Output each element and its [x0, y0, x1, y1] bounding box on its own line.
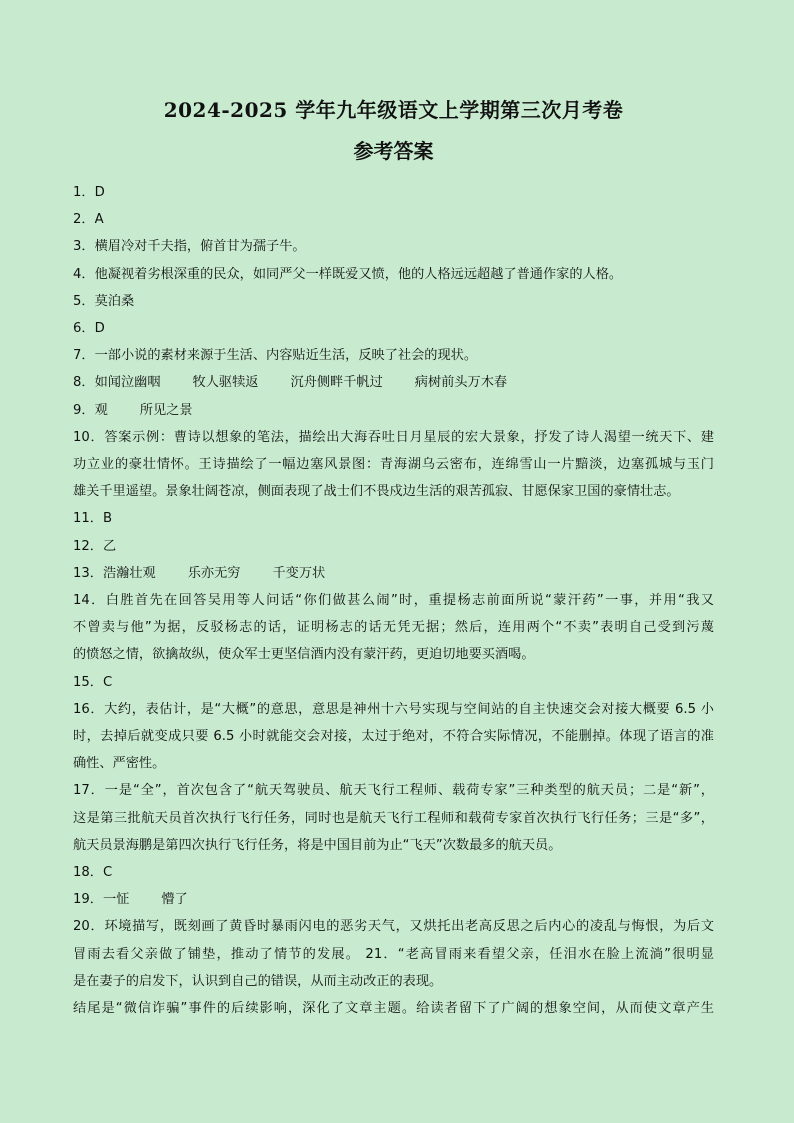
answer-item — [73, 886, 714, 913]
answer-line: 功立业的豪壮情怀。王诗描绘了一幅边塞风景图：青海湖乌云密布，连绵雪山一片黯淡，边塞孤城与玉门 — [73, 457, 714, 473]
answer-line: 的愤怒之情，欲擒故纵，使众军士更坚信酒内没有蒙汗药，更迫切地要买酒喝。 — [73, 647, 535, 663]
answer-line: 20．环境描写，既刻画了黄昏时暴雨闪电的恶劣天气，又烘托出老高反思之后内心的凌乱与悔恨，为后文 — [73, 919, 714, 935]
answer-line: 这是第三批航天员首次执行飞行任务，同时也是航天飞行工程师和载荷专家首次执行飞行任务；三是“多”， — [73, 810, 714, 826]
answer-part: 所见之景 — [139, 402, 193, 418]
answer-part: 19．一怔 — [73, 892, 130, 908]
answer-part: 懵了 — [161, 892, 188, 908]
answer-line: 雄关千里遥望。景象壮阔苍凉，侧面表现了战士们不畏戍边生活的艰苦孤寂、甘愿保家卫国的豪情壮志。 — [73, 484, 680, 500]
answer-item — [73, 560, 714, 587]
answer-item: 5．莫泊桑 — [73, 293, 135, 309]
answer-part: 13．浩瀚壮观 — [73, 565, 156, 581]
answer-line: 14．白胜首先在回答吴用等人问话“你们做甚么闹”时，重提杨志前面所说“蒙汗药”一事，并用“我又 — [73, 593, 714, 609]
answer-item: 11．B — [73, 511, 113, 527]
answer-part: 乐亦无穷 — [187, 565, 241, 581]
answer-item: 18．C — [73, 865, 113, 881]
answer-part: 病树前头万木春 — [414, 375, 508, 391]
answer-item: 6．D — [73, 321, 105, 337]
page-subtitle: 参考答案 — [353, 139, 434, 163]
answer-item: 12．乙 — [73, 538, 117, 554]
answer-line: 10．答案示例：曹诗以想象的笔法，描绘出大海吞吐日月星辰的宏大景象，抒发了诗人渴望一统天下、建 — [73, 429, 714, 445]
answer-line: 16．大约，表估计，是“大概”的意思，意思是神州十六号实现与空间站的自主快速交会对接大概要 6.5 小 — [73, 701, 714, 717]
answer-item — [73, 397, 714, 424]
answer-line: 结尾是“微信诈骗”事件的后续影响，深化了文章主题。给读者留下了广阔的想象空间，从而使文章产生 — [73, 1001, 714, 1017]
answer-item — [73, 369, 714, 396]
answer-line: 不曾卖与他”为据，反驳杨志的话，证明杨志的话无凭无据；然后，连用两个“不卖”表明自己受到污蔑 — [73, 620, 714, 636]
answer-line: 航天员景海鹏是第四次执行飞行任务，将是中国目前为止“飞天”次数最多的航天员。 — [73, 837, 562, 853]
answer-item: 1．D — [73, 185, 105, 200]
answer-item: 7．一部小说的素材来源于生活、内容贴近生活，反映了社会的现状。 — [73, 348, 478, 364]
answer-item: 4．他凝视着劣根深重的民众，如同严父一样既爱又愤，他的人格远远超越了普通作家的人格。 — [73, 266, 623, 282]
answer-line: 时，去掉后就变成只要 6.5 小时就能交会对接，太过于绝对，不符合实际情况，不能删掉。体现了语言的准 — [73, 729, 714, 745]
page-title: 2024-2025 学年九年级语文上学期第三次月考卷 — [163, 98, 624, 122]
answer-line: 确性、严密性。 — [73, 756, 166, 772]
answer-line: 17．一是“全”，首次包含了“航天驾驶员、航天飞行工程师、载荷专家”三种类型的航天员；二是“新”， — [73, 783, 714, 799]
answer-part: 沉舟侧畔千帆过 — [290, 375, 383, 391]
answer-item: 2．A — [73, 212, 104, 228]
answer-line: 是在妻子的启发下，认识到自己的错误，从而主动改正的表现。 — [73, 973, 443, 989]
answer-part: 8．如闻泣幽咽 — [73, 375, 161, 391]
answer-line: 冒雨去看父亲做了铺垫，推动了情节的发展。 21．“老高冒雨来看望父亲，任泪水在脸上流淌”很明显 — [73, 946, 714, 962]
answer-item: 15．C — [73, 674, 113, 690]
answer-part: 千变万状 — [272, 565, 326, 581]
answer-part: 9．观 — [73, 402, 108, 418]
answer-item: 3．横眉冷对千夫指，俯首甘为孺子牛。 — [73, 239, 306, 255]
answer-part: 牧人驱犊返 — [192, 375, 259, 391]
answer-list — [73, 179, 714, 1022]
